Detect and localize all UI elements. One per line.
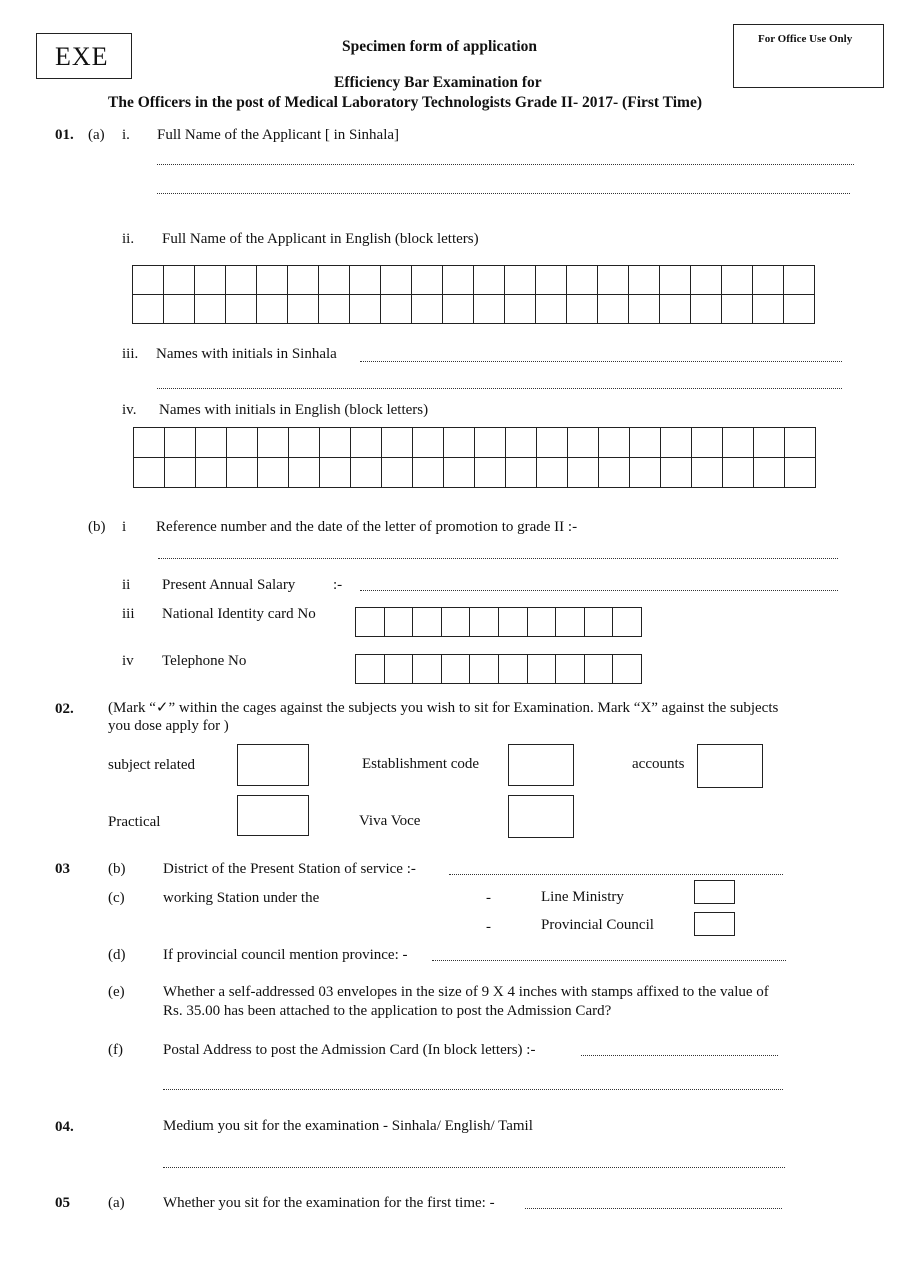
office-use-label: For Office Use Only bbox=[758, 33, 853, 45]
letter-box[interactable] bbox=[567, 266, 598, 295]
full-name-sinhala-line-1[interactable] bbox=[157, 164, 854, 165]
letter-box[interactable] bbox=[556, 608, 585, 637]
province-label: If provincial council mention province: - bbox=[163, 947, 408, 963]
q02-number: 02. bbox=[55, 701, 74, 717]
q03-b-label: (b) bbox=[108, 861, 126, 877]
q01-b-label: (b) bbox=[88, 519, 106, 535]
initials-sinhala-line-2[interactable] bbox=[157, 388, 842, 389]
postal-address-line-1[interactable] bbox=[581, 1055, 778, 1056]
full-name-english-label: Full Name of the Applicant in English (block letters) bbox=[162, 231, 479, 247]
letter-box[interactable] bbox=[257, 295, 288, 324]
letter-box[interactable] bbox=[164, 266, 195, 295]
working-station-label: working Station under the bbox=[163, 890, 320, 906]
initials-english-grid[interactable] bbox=[133, 427, 816, 488]
office-use-box bbox=[733, 24, 884, 88]
letter-box[interactable] bbox=[227, 428, 258, 458]
letter-box[interactable] bbox=[319, 295, 350, 324]
letter-box[interactable] bbox=[722, 295, 753, 324]
letter-box[interactable] bbox=[442, 655, 471, 684]
letter-box[interactable] bbox=[785, 458, 816, 488]
district-line[interactable] bbox=[449, 874, 783, 875]
letter-box[interactable] bbox=[754, 428, 785, 458]
letter-box[interactable] bbox=[754, 458, 785, 488]
letter-box[interactable] bbox=[505, 266, 536, 295]
letter-box[interactable] bbox=[382, 458, 413, 488]
q01-b-iii-num: iii bbox=[122, 606, 135, 622]
envelopes-line-1: Whether a self-addressed 03 envelopes in the size of 9 X 4 inches with stamps affixed to the value of bbox=[163, 984, 769, 1000]
district-label: District of the Present Station of service :- bbox=[163, 861, 416, 877]
first-time-label: Whether you sit for the examination for the first time: - bbox=[163, 1195, 495, 1211]
subject-related-label: subject related bbox=[108, 757, 196, 773]
q03-c-label: (c) bbox=[108, 890, 125, 906]
provincial-council-dash: - bbox=[486, 919, 491, 935]
letter-box[interactable] bbox=[356, 655, 385, 684]
envelopes-line-2: Rs. 35.00 has been attached to the application to post the Admission Card? bbox=[163, 1003, 612, 1019]
letter-box[interactable] bbox=[133, 295, 164, 324]
letter-box[interactable] bbox=[753, 295, 784, 324]
viva-voce-label: Viva Voce bbox=[359, 813, 421, 829]
letter-box[interactable] bbox=[351, 428, 382, 458]
letter-box[interactable] bbox=[413, 655, 442, 684]
letter-box[interactable] bbox=[692, 428, 723, 458]
establishment-code-cage[interactable] bbox=[508, 744, 574, 786]
letter-box[interactable] bbox=[165, 458, 196, 488]
letter-box[interactable] bbox=[350, 266, 381, 295]
q01-a-iv-num: iv. bbox=[122, 402, 137, 418]
letter-box[interactable] bbox=[599, 458, 630, 488]
letter-box[interactable] bbox=[165, 428, 196, 458]
letter-box[interactable] bbox=[528, 608, 557, 637]
letter-box[interactable] bbox=[351, 458, 382, 488]
letter-box[interactable] bbox=[506, 458, 537, 488]
letter-box[interactable] bbox=[226, 295, 257, 324]
q05-a-label: (a) bbox=[108, 1195, 125, 1211]
annual-salary-separator: :- bbox=[333, 577, 343, 593]
letter-box[interactable] bbox=[784, 295, 815, 324]
letter-box[interactable] bbox=[660, 295, 691, 324]
letter-box[interactable] bbox=[195, 295, 226, 324]
q01-a-ii-num: ii. bbox=[122, 231, 135, 247]
letter-box[interactable] bbox=[784, 266, 815, 295]
q02-instruction-line-1: (Mark “✓” within the cages against the subjects you wish to sit for Examination. Mark “X” against the subjects bbox=[108, 700, 779, 716]
establishment-code-label: Establishment code bbox=[362, 756, 480, 772]
nic-label: National Identity card No bbox=[162, 606, 316, 622]
letter-box[interactable] bbox=[536, 295, 567, 324]
letter-box[interactable] bbox=[320, 458, 351, 488]
post-title: The Officers in the post of Medical Laboratory Technologists Grade II- 2017- (First Time) bbox=[108, 94, 702, 111]
letter-box[interactable] bbox=[556, 655, 585, 684]
letter-box[interactable] bbox=[537, 428, 568, 458]
letter-box[interactable] bbox=[474, 295, 505, 324]
letter-box[interactable] bbox=[613, 655, 642, 684]
letter-box[interactable] bbox=[413, 428, 444, 458]
letter-box[interactable] bbox=[134, 428, 165, 458]
letter-box[interactable] bbox=[382, 428, 413, 458]
initials-english-label: Names with initials in English (block letters) bbox=[159, 402, 429, 418]
provincial-council-cage[interactable] bbox=[694, 912, 735, 936]
province-line[interactable] bbox=[432, 960, 786, 961]
annual-salary-line[interactable] bbox=[360, 590, 838, 591]
letter-box[interactable] bbox=[289, 428, 320, 458]
letter-box[interactable] bbox=[661, 458, 692, 488]
initials-sinhala-line-1[interactable] bbox=[360, 361, 842, 362]
letter-box[interactable] bbox=[319, 266, 350, 295]
line-ministry-label: Line Ministry bbox=[541, 889, 624, 905]
letter-box[interactable] bbox=[499, 608, 528, 637]
letter-box[interactable] bbox=[442, 608, 471, 637]
letter-box[interactable] bbox=[613, 608, 642, 637]
q01-b-i-num: i bbox=[122, 519, 127, 535]
q05-number: 05 bbox=[55, 1195, 70, 1211]
letter-box[interactable] bbox=[568, 458, 599, 488]
postal-address-line-2[interactable] bbox=[163, 1089, 783, 1090]
letter-box[interactable] bbox=[258, 428, 289, 458]
letter-box[interactable] bbox=[164, 295, 195, 324]
letter-box[interactable] bbox=[475, 428, 506, 458]
letter-box[interactable] bbox=[470, 608, 499, 637]
letter-box[interactable] bbox=[134, 458, 165, 488]
q02-instruction-line-2: you dose apply for ) bbox=[108, 718, 229, 734]
letter-box[interactable] bbox=[444, 458, 475, 488]
promotion-reference-label: Reference number and the date of the letter of promotion to grade II :- bbox=[156, 519, 578, 535]
letter-box[interactable] bbox=[753, 266, 784, 295]
letter-box[interactable] bbox=[288, 266, 319, 295]
letter-box[interactable] bbox=[629, 295, 660, 324]
q01-b-iv-num: iv bbox=[122, 653, 134, 669]
q03-e-label: (e) bbox=[108, 984, 125, 1000]
telephone-label: Telephone No bbox=[162, 653, 247, 669]
letter-box[interactable] bbox=[195, 266, 226, 295]
letter-box[interactable] bbox=[598, 266, 629, 295]
medium-label: Medium you sit for the examination - Sinhala/ English/ Tamil bbox=[163, 1118, 533, 1134]
q01-a-label: (a) bbox=[88, 127, 105, 143]
full-name-english-grid[interactable] bbox=[132, 265, 815, 324]
letter-box[interactable] bbox=[226, 266, 257, 295]
letter-box[interactable] bbox=[413, 608, 442, 637]
letter-box[interactable] bbox=[506, 428, 537, 458]
letter-box[interactable] bbox=[499, 655, 528, 684]
viva-voce-cage[interactable] bbox=[508, 795, 574, 838]
line-ministry-cage[interactable] bbox=[694, 880, 735, 904]
letter-box[interactable] bbox=[661, 428, 692, 458]
letter-box[interactable] bbox=[356, 608, 385, 637]
letter-box[interactable] bbox=[288, 295, 319, 324]
annual-salary-label: Present Annual Salary bbox=[162, 577, 296, 593]
letter-box[interactable] bbox=[381, 295, 412, 324]
letter-box[interactable] bbox=[196, 458, 227, 488]
q04-number: 04. bbox=[55, 1119, 74, 1135]
letter-box[interactable] bbox=[470, 655, 499, 684]
letter-box[interactable] bbox=[660, 266, 691, 295]
letter-box[interactable] bbox=[691, 266, 722, 295]
medium-line[interactable] bbox=[163, 1167, 785, 1168]
q01-b-ii-num: ii bbox=[122, 577, 131, 593]
practical-label: Practical bbox=[108, 814, 161, 830]
letter-box[interactable] bbox=[444, 428, 475, 458]
accounts-cage[interactable] bbox=[697, 744, 763, 788]
letter-box[interactable] bbox=[585, 655, 614, 684]
letter-box[interactable] bbox=[257, 266, 288, 295]
first-time-line[interactable] bbox=[525, 1208, 782, 1209]
letter-box[interactable] bbox=[443, 266, 474, 295]
letter-box[interactable] bbox=[722, 266, 753, 295]
letter-box[interactable] bbox=[598, 295, 629, 324]
letter-box[interactable] bbox=[528, 655, 557, 684]
letter-box[interactable] bbox=[474, 266, 505, 295]
letter-box[interactable] bbox=[385, 655, 414, 684]
letter-box[interactable] bbox=[599, 428, 630, 458]
letter-box[interactable] bbox=[133, 266, 164, 295]
letter-box[interactable] bbox=[629, 266, 660, 295]
letter-box[interactable] bbox=[443, 295, 474, 324]
exam-title: Efficiency Bar Examination for bbox=[334, 74, 542, 91]
letter-box[interactable] bbox=[691, 295, 722, 324]
letter-box[interactable] bbox=[475, 458, 506, 488]
letter-box[interactable] bbox=[537, 458, 568, 488]
letter-box[interactable] bbox=[630, 428, 661, 458]
letter-box[interactable] bbox=[785, 428, 816, 458]
letter-box[interactable] bbox=[505, 295, 536, 324]
letter-box[interactable] bbox=[692, 458, 723, 488]
letter-box[interactable] bbox=[289, 458, 320, 488]
letter-box[interactable] bbox=[723, 458, 754, 488]
provincial-council-label: Provincial Council bbox=[541, 917, 654, 933]
letter-box[interactable] bbox=[412, 295, 443, 324]
specimen-title: Specimen form of application bbox=[342, 38, 538, 55]
nic-number-grid[interactable] bbox=[355, 607, 642, 637]
letter-box[interactable] bbox=[196, 428, 227, 458]
subject-related-cage[interactable] bbox=[237, 744, 309, 786]
letter-box[interactable] bbox=[385, 608, 414, 637]
initials-sinhala-label: Names with initials in Sinhala bbox=[156, 346, 337, 362]
letter-box[interactable] bbox=[412, 266, 443, 295]
accounts-label: accounts bbox=[632, 756, 685, 772]
q03-number: 03 bbox=[55, 861, 70, 877]
postal-address-label: Postal Address to post the Admission Card (In block letters) :- bbox=[163, 1042, 536, 1058]
exe-label: EXE bbox=[55, 42, 109, 71]
letter-box[interactable] bbox=[350, 295, 381, 324]
letter-box[interactable] bbox=[227, 458, 258, 488]
practical-cage[interactable] bbox=[237, 795, 309, 836]
telephone-number-grid[interactable] bbox=[355, 654, 642, 684]
letter-box[interactable] bbox=[258, 458, 289, 488]
letter-box[interactable] bbox=[630, 458, 661, 488]
letter-box[interactable] bbox=[536, 266, 567, 295]
letter-box[interactable] bbox=[568, 428, 599, 458]
exe-box bbox=[36, 33, 132, 79]
q01-number: 01. bbox=[55, 127, 74, 143]
line-ministry-dash: - bbox=[486, 890, 491, 906]
q03-d-label: (d) bbox=[108, 947, 126, 963]
letter-box[interactable] bbox=[585, 608, 614, 637]
full-name-sinhala-label: Full Name of the Applicant [ in Sinhala] bbox=[157, 127, 400, 143]
q01-a-i-num: i. bbox=[122, 127, 130, 143]
letter-box[interactable] bbox=[381, 266, 412, 295]
letter-box[interactable] bbox=[567, 295, 598, 324]
q01-a-iii-num: iii. bbox=[122, 346, 139, 362]
full-name-sinhala-line-2[interactable] bbox=[157, 193, 850, 194]
letter-box[interactable] bbox=[320, 428, 351, 458]
promotion-reference-line[interactable] bbox=[158, 558, 838, 559]
letter-box[interactable] bbox=[413, 458, 444, 488]
letter-box[interactable] bbox=[723, 428, 754, 458]
q03-f-label: (f) bbox=[108, 1042, 123, 1058]
